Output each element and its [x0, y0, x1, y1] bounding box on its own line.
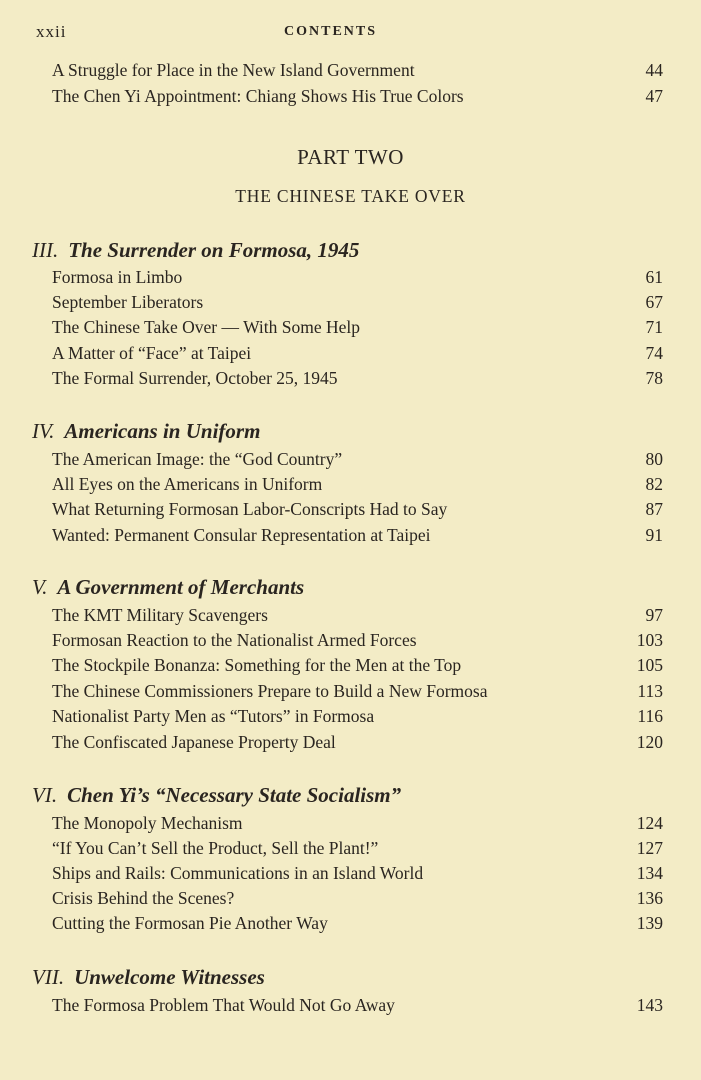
chapter-heading [32, 965, 265, 990]
entry-title: The Chen Yi Appointment: Chiang Shows His True Colors [52, 86, 464, 106]
entry-title: Wanted: Permanent Consular Representation at Taipei [52, 525, 431, 545]
entry-page: 67 [645, 292, 663, 312]
entry-title: September Liberators [52, 292, 204, 312]
chapter-title: Americans in Uniform [64, 419, 261, 443]
toc-entry [0, 605, 701, 631]
toc-entry [0, 630, 701, 656]
entry-page: 136 [636, 888, 663, 908]
part-subtitle: THE CHINESE TAKE OVER [235, 186, 466, 206]
entry-title: What Returning Formosan Labor-Conscripts Had to Say [52, 499, 448, 519]
entry-title: The American Image: the “God Country” [52, 449, 343, 469]
chapter-heading [32, 575, 304, 600]
toc-entry [0, 499, 701, 525]
chapter-title: The Surrender on Formosa, 1945 [68, 238, 360, 262]
chapter-heading [32, 783, 401, 808]
toc-entry [0, 813, 701, 839]
entry-title: The Stockpile Bonanza: Something for the Men at the Top [52, 655, 462, 675]
page-header [36, 22, 651, 46]
entry-title: Cutting the Formosan Pie Another Way [52, 913, 328, 933]
toc-entry [0, 838, 701, 864]
entry-title: All Eyes on the Americans in Uniform [52, 474, 323, 494]
entry-page: 120 [636, 732, 663, 752]
entry-title: The Chinese Take Over — With Some Help [52, 317, 360, 337]
entry-title: Ships and Rails: Communications in an Island World [52, 863, 424, 883]
entry-title: The Confiscated Japanese Property Deal [52, 732, 336, 752]
entry-title: The Formosa Problem That Would Not Go Away [52, 995, 395, 1015]
entry-title: A Matter of “Face” at Taipei [52, 343, 252, 363]
entry-title: Formosan Reaction to the Nationalist Armed Forces [52, 630, 417, 650]
entry-page: 113 [637, 681, 663, 701]
toc-entry [0, 60, 701, 86]
entry-page: 124 [636, 813, 663, 833]
entry-page: 71 [645, 317, 663, 337]
entry-page: 139 [636, 913, 663, 933]
chapter-number: V. [32, 575, 48, 599]
toc-entry [0, 863, 701, 889]
entry-page: 78 [645, 368, 663, 388]
chapter-heading [32, 238, 359, 263]
toc-entry [0, 86, 701, 112]
entry-page: 143 [636, 995, 663, 1015]
entry-title: The KMT Military Scavengers [52, 605, 268, 625]
entry-title: “If You Can’t Sell the Product, Sell the Plant!” [52, 838, 379, 858]
toc-entry [0, 706, 701, 732]
entry-page: 61 [645, 267, 663, 287]
page-folio: xxii [36, 22, 67, 41]
toc-entry [0, 267, 701, 293]
entry-page: 97 [645, 605, 663, 625]
entry-title: The Formal Surrender, October 25, 1945 [52, 368, 338, 388]
chapter-number: VI. [32, 783, 58, 807]
entry-title: The Chinese Commissioners Prepare to Build a New Formosa [52, 681, 488, 701]
toc-entry [0, 525, 701, 551]
toc-entry [0, 343, 701, 369]
running-head: CONTENTS [284, 24, 378, 39]
part-title: PART TWO [297, 145, 404, 169]
entry-page: 134 [636, 863, 663, 883]
entry-title: A Struggle for Place in the New Island Government [52, 60, 415, 80]
toc-entry [0, 681, 701, 707]
entry-page: 105 [636, 655, 663, 675]
chapter-title: Chen Yi’s “Necessary State Socialism” [67, 783, 402, 807]
chapter-number: IV. [32, 419, 55, 443]
entry-page: 103 [636, 630, 663, 650]
chapter-title: Unwelcome Witnesses [74, 965, 265, 989]
entry-title: Formosa in Limbo [52, 267, 183, 287]
toc-entry [0, 655, 701, 681]
entry-page: 87 [645, 499, 663, 519]
chapter-title: A Government of Merchants [57, 575, 305, 599]
toc-entry [0, 474, 701, 500]
entry-page: 80 [645, 449, 663, 469]
chapter-number: III. [32, 238, 59, 262]
toc-entry [0, 888, 701, 914]
entry-title: The Monopoly Mechanism [52, 813, 243, 833]
entry-page: 91 [645, 525, 663, 545]
entry-page: 74 [645, 343, 663, 363]
toc-entry [0, 913, 701, 939]
entry-page: 127 [636, 838, 663, 858]
toc-entry [0, 995, 701, 1021]
entry-title: Nationalist Party Men as “Tutors” in Formosa [52, 706, 375, 726]
toc-entry [0, 732, 701, 758]
entry-title: Crisis Behind the Scenes? [52, 888, 235, 908]
toc-entry [0, 449, 701, 475]
chapter-number: VII. [32, 965, 65, 989]
entry-page: 116 [637, 706, 663, 726]
toc-entry [0, 368, 701, 394]
entry-page: 47 [645, 86, 663, 106]
toc-entry [0, 292, 701, 318]
chapter-heading [32, 419, 260, 444]
entry-page: 44 [645, 60, 663, 80]
entry-page: 82 [645, 474, 663, 494]
toc-entry [0, 317, 701, 343]
